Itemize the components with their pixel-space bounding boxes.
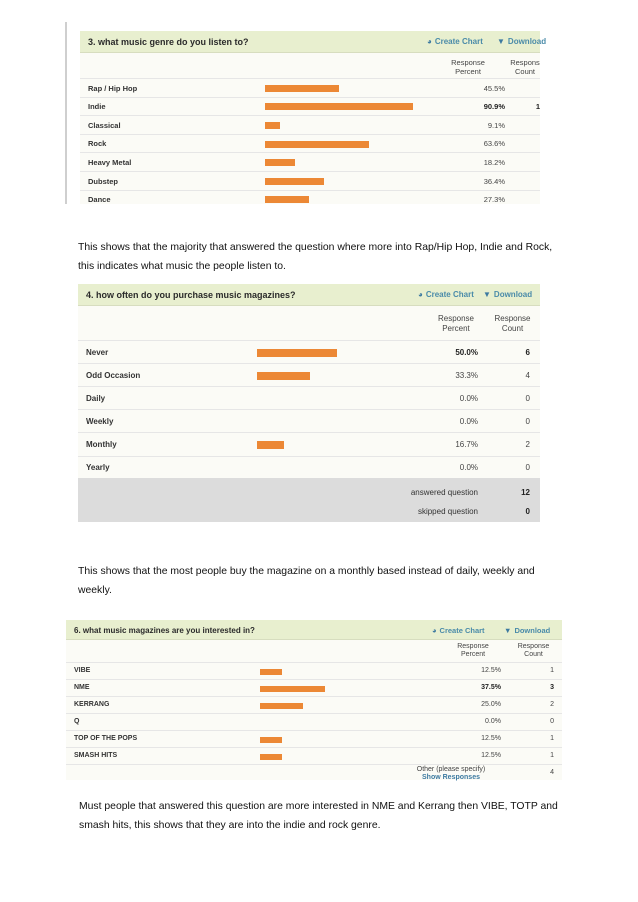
response-count: 0	[550, 718, 554, 725]
response-bar	[260, 737, 282, 743]
skipped-question-label: skipped question	[417, 507, 478, 516]
pie-chart-icon: ◕	[418, 290, 423, 299]
answer-label: Yearly	[86, 463, 110, 473]
response-bar	[260, 754, 282, 760]
response-percent: 50.0%	[455, 347, 478, 357]
response-count-header: Respons Count	[510, 58, 540, 76]
paragraph-genre-summary: This shows that the majority that answered the question where more into Rap/Hip Hop, Indie and Rock, this indicates what music the people listen to.	[78, 242, 553, 272]
table-row	[78, 363, 540, 386]
table-row	[80, 190, 540, 209]
table-row	[66, 747, 562, 764]
response-percent-header: Response Percent	[451, 58, 485, 76]
response-bar	[265, 178, 324, 185]
response-bar	[257, 349, 337, 357]
other-label: Other (please specify)	[416, 766, 486, 773]
question-header	[80, 31, 547, 53]
answer-label: Rock	[88, 139, 107, 149]
table-row	[78, 456, 540, 479]
response-count: 1	[550, 667, 554, 674]
question-header	[66, 620, 562, 640]
response-bar	[265, 122, 280, 129]
table-row	[80, 134, 540, 153]
download-link[interactable]: ▼ Download	[504, 626, 551, 635]
download-arrow-icon: ▼	[504, 626, 512, 635]
table-row	[80, 78, 540, 97]
question-header	[78, 284, 540, 306]
response-percent-header: Response Percent	[437, 314, 475, 333]
survey-question-4	[78, 284, 540, 522]
response-percent: 0.0%	[459, 393, 478, 403]
answered-question-value: 12	[521, 488, 530, 497]
response-bar	[265, 103, 413, 110]
download-arrow-icon: ▼	[483, 290, 491, 299]
response-percent: 0.0%	[485, 718, 501, 725]
response-percent: 37.5%	[481, 684, 501, 691]
answered-question-label: answered question	[410, 488, 478, 497]
answer-label: Rap / Hip Hop	[88, 83, 138, 93]
response-percent: 0.0%	[459, 463, 478, 473]
answer-label: NME	[74, 684, 90, 691]
create-chart-link[interactable]: ◕ Create Chart	[418, 290, 474, 299]
response-percent: 12.5%	[481, 735, 501, 742]
answer-label: Dance	[88, 195, 111, 205]
response-bar	[265, 159, 295, 166]
download-link[interactable]: ▼ Download	[483, 290, 533, 299]
table-row	[80, 152, 540, 171]
response-bar	[257, 372, 310, 380]
response-count: 0	[525, 463, 530, 473]
question-title: 6. what music magazines are you interested in?	[74, 626, 255, 635]
question-title: 4. how often do you purchase music magazines?	[86, 290, 296, 300]
response-count: 1	[550, 752, 554, 759]
table-row	[78, 386, 540, 409]
response-percent: 16.7%	[455, 439, 478, 449]
answer-label: SMASH HITS	[74, 752, 118, 759]
download-link[interactable]: ▼ Download	[497, 37, 547, 46]
response-count: 4	[525, 370, 530, 380]
response-bar	[257, 441, 284, 449]
answer-label: Heavy Metal	[88, 157, 132, 167]
response-count: 1	[550, 735, 554, 742]
response-percent: 0.0%	[459, 416, 478, 426]
response-count: 0	[525, 393, 530, 403]
answer-label: Weekly	[86, 416, 114, 426]
paragraph-magazine-summary: Must people that answered this question are more interested in NME and Kerrang then VIBE, TOTP and smash hits, this shows that they are into the indie and rock genre.	[79, 801, 558, 831]
response-bar	[265, 141, 369, 148]
pie-chart-icon: ◕	[427, 37, 432, 46]
response-count: 3	[550, 684, 554, 691]
table-row	[66, 696, 562, 713]
survey-question-6	[66, 620, 562, 780]
response-percent: 27.3%	[483, 195, 505, 205]
create-chart-link[interactable]: ◕ Create Chart	[432, 626, 485, 635]
response-bar	[265, 85, 339, 92]
response-percent-header: Response Percent	[457, 643, 489, 659]
table-row	[80, 115, 540, 134]
table-row	[66, 679, 562, 696]
other-count: 4	[550, 769, 554, 776]
answer-label: Daily	[86, 393, 106, 403]
table-row	[66, 730, 562, 747]
response-percent: 45.5%	[483, 83, 505, 93]
answer-label: Odd Occasion	[86, 370, 141, 380]
other-row	[66, 764, 562, 780]
show-responses-link[interactable]: Show Responses	[422, 774, 480, 782]
answer-label: Classical	[88, 120, 121, 130]
response-percent: 90.9%	[483, 102, 505, 112]
response-percent: 36.4%	[483, 176, 505, 186]
response-count: 2	[525, 439, 530, 449]
table-row	[80, 171, 540, 190]
summary-footer	[78, 478, 540, 522]
table-row	[80, 97, 540, 116]
pie-chart-icon: ◕	[432, 626, 437, 635]
response-count: 1	[535, 102, 540, 112]
response-percent: 63.6%	[483, 139, 505, 149]
question-title: 3. what music genre do you listen to?	[88, 37, 249, 47]
response-percent: 9.1%	[487, 120, 505, 130]
response-count: 0	[525, 416, 530, 426]
table-row	[78, 432, 540, 455]
page-left-rule	[65, 22, 67, 204]
skipped-question-value: 0	[525, 507, 530, 516]
response-percent: 12.5%	[481, 752, 501, 759]
response-percent: 12.5%	[481, 667, 501, 674]
table-row	[78, 340, 540, 363]
answer-label: Q	[74, 718, 80, 725]
paragraph-purchase-summary: This shows that the most people buy the magazine on a monthly based instead of daily, weekly and weekly.	[78, 566, 535, 596]
survey-question-3	[80, 31, 547, 205]
response-bar	[260, 703, 303, 709]
response-count: 2	[550, 701, 554, 708]
table-row	[66, 662, 562, 679]
table-row	[66, 713, 562, 730]
table-row	[78, 409, 540, 432]
response-bar	[260, 669, 282, 675]
answer-label: KERRANG	[74, 701, 110, 708]
response-percent: 25.0%	[481, 701, 501, 708]
answer-label: Monthly	[86, 439, 117, 449]
response-count: 6	[525, 347, 530, 357]
download-arrow-icon: ▼	[497, 37, 505, 46]
response-bar	[260, 686, 325, 692]
answer-label: Indie	[88, 102, 106, 112]
response-count-header: Response Count	[494, 314, 531, 333]
response-percent: 18.2%	[483, 157, 505, 167]
answer-label: TOP OF THE POPS	[74, 735, 138, 742]
answer-label: VIBE	[74, 667, 91, 674]
answer-label: Dubstep	[88, 176, 118, 186]
create-chart-link[interactable]: ◕ Create Chart	[427, 37, 483, 46]
response-percent: 33.3%	[455, 370, 478, 380]
answer-label: Never	[86, 347, 109, 357]
response-bar	[265, 196, 309, 203]
response-count-header: Response Count	[517, 643, 550, 659]
